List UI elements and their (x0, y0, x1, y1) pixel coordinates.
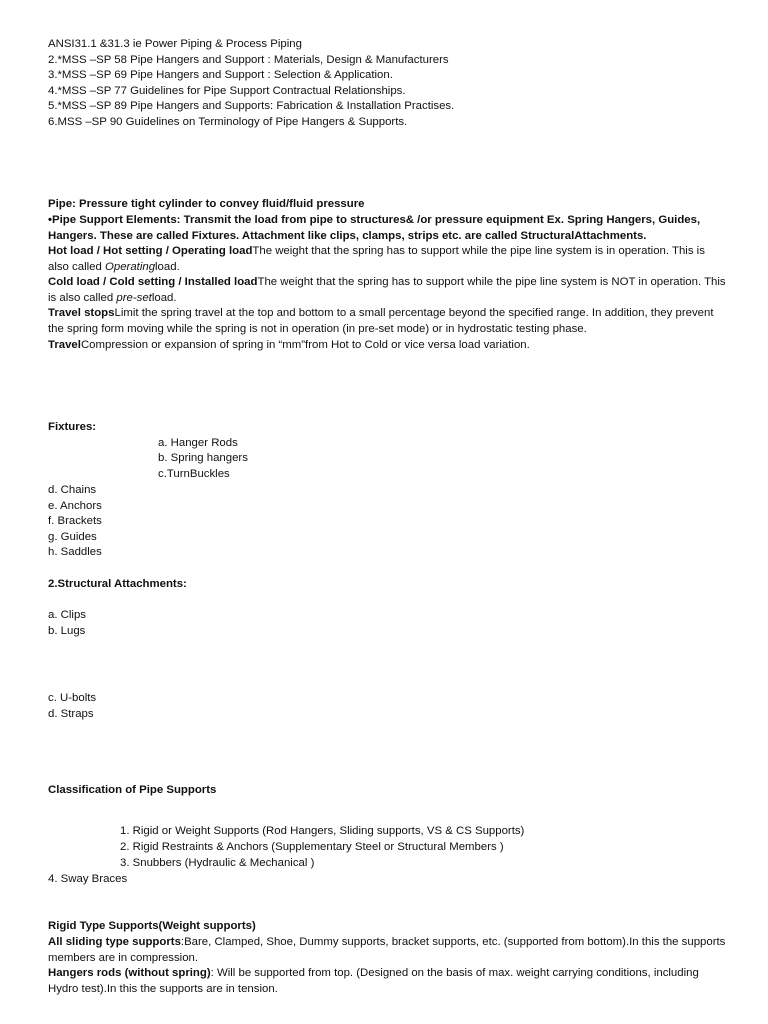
structural-item: d. Straps (48, 708, 94, 720)
cold-load-text: The weight that the spring has to support while the pipe line system is NOT in operation. This is also called (48, 276, 726, 304)
rigid-supports-heading: Rigid Type Supports(Weight supports) (48, 920, 256, 932)
travel-stops-text: Limit the spring travel at the top and bottom to a small percentage beyond the specified range. In addition, they prevent the spring form moving while the spring is not in operation (in pre-set mode) or in hydrostatic testing phase. (48, 307, 714, 335)
structural-item: a. Clips (48, 609, 86, 621)
standards-item: 3.*MSS –SP 69 Pipe Hangers and Support : Selection & Application. (48, 69, 393, 81)
classification-item: 3. Snubbers (Hydraulic & Mechanical ) (120, 857, 315, 869)
structural-item: b. Lugs (48, 625, 86, 637)
fixtures-item: a. Hanger Rods (158, 437, 238, 449)
hot-load-emphasis: Operating (105, 260, 156, 273)
fixtures-item: e. Anchors (48, 500, 102, 512)
cold-load-emphasis: pre-set (116, 291, 152, 304)
fixtures-item: d. Chains (48, 484, 97, 496)
structural-item: c. U-bolts (48, 692, 97, 704)
fixtures-item: b. Spring hangers (158, 452, 248, 464)
fixtures-heading: Fixtures: (48, 421, 97, 433)
hot-load-end: load. (155, 260, 180, 273)
standards-item: 4.*MSS –SP 77 Guidelines for Pipe Support Contractual Relationships. (48, 85, 406, 97)
travel-stops-term: Travel stops (48, 307, 115, 319)
fixtures-item: g. Guides (48, 531, 97, 543)
fixtures-item: c.TurnBuckles (158, 468, 230, 480)
sliding-supports-text: :Bare, Clamped, Shoe, Dummy supports, bracket supports, etc. (supported from bottom).In this the supports members are in compression. (48, 936, 726, 964)
pipe-support-elements-definition: •Pipe Support Elements: Transmit the load from pipe to structures& /or pressure equipment Ex. Spring Hangers, Guides, Hangers. These are called Fixtures. Attachment like clips, clamps, strips etc. are called StructuralAttachments. (48, 214, 701, 242)
hot-load-definition (48, 244, 728, 275)
sliding-supports-term: All sliding type supports (48, 936, 181, 948)
fixtures-item: f. Brackets (48, 515, 102, 527)
classification-heading: Classification of Pipe Supports (48, 784, 217, 796)
standards-item: 5.*MSS –SP 89 Pipe Hangers and Supports: Fabrication & Installation Practises. (48, 100, 455, 112)
classification-item: 4. Sway Braces (48, 873, 128, 885)
travel-term: Travel (48, 339, 81, 351)
standards-item: 2.*MSS –SP 58 Pipe Hangers and Support : Materials, Design & Manufacturers (48, 54, 449, 66)
structural-attachments-heading: 2.Structural Attachments: (48, 578, 187, 590)
hanger-rods-term: Hangers rods (without spring) (48, 967, 211, 979)
cold-load-end: load. (151, 291, 177, 304)
hot-load-term: Hot load / Hot setting / Operating load (48, 245, 253, 257)
hanger-rods-text: : Will be supported from top. (Designed on the basis of max. weight carrying conditions, including Hydro test).In this the supports are in tension. (48, 967, 699, 995)
cold-load-term: Cold load / Cold setting / Installed load (48, 276, 258, 288)
pipe-definition: Pipe: Pressure tight cylinder to convey fluid/fluid pressure (48, 198, 365, 210)
hanger-rods-definition (48, 966, 728, 997)
standards-item: ANSI31.1 &31.3 ie Power Piping & Process Piping (48, 38, 302, 50)
hot-load-text: The weight that the spring has to support while the pipe line system is in operation. This is also called (48, 245, 705, 273)
fixtures-item: h. Saddles (48, 546, 102, 558)
classification-item: 2. Rigid Restraints & Anchors (Supplementary Steel or Structural Members ) (120, 841, 504, 853)
travel-text: Compression or expansion of spring in “mm”from Hot to Cold or vice versa load variation. (80, 339, 530, 351)
travel-definition (48, 338, 728, 354)
sliding-supports-definition (48, 935, 728, 966)
classification-item: 1. Rigid or Weight Supports (Rod Hangers, Sliding supports, VS & CS Supports) (120, 825, 525, 837)
travel-stops-definition (48, 306, 728, 337)
standards-item: 6.MSS –SP 90 Guidelines on Terminology of Pipe Hangers & Supports. (48, 116, 408, 128)
cold-load-definition (48, 275, 728, 306)
